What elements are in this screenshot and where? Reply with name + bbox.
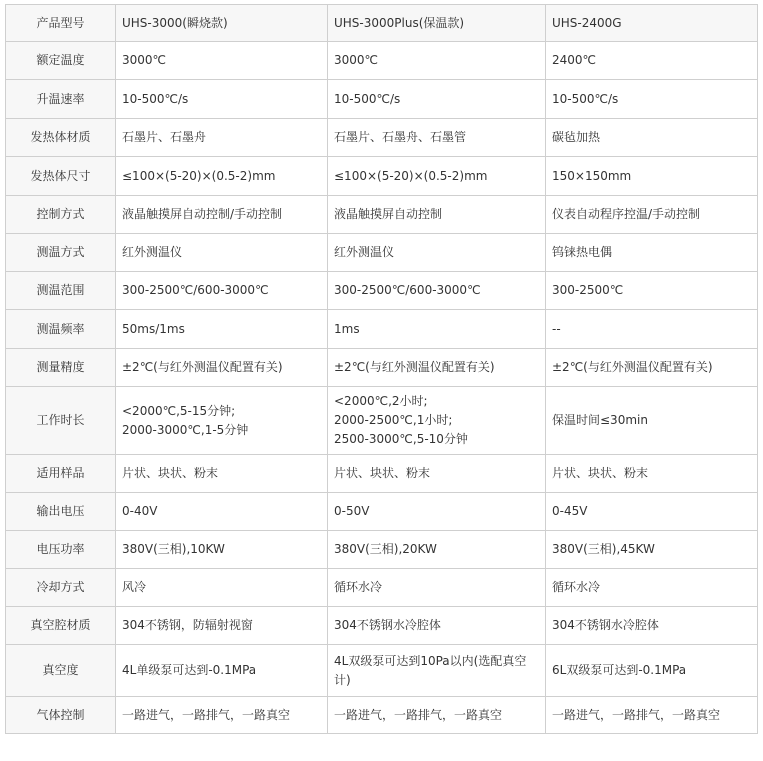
header-row (6, 5, 758, 42)
row-value-model-2: 380V(三相),20KW (328, 531, 546, 569)
row-value-model-3: 150×150mm (546, 157, 758, 196)
row-value-model-1: 液晶触摸屏自动控制/手动控制 (116, 196, 328, 234)
row-value-model-1: 风冷 (116, 569, 328, 607)
row-value-model-2: ±2℃(与红外测温仪配置有关) (328, 349, 546, 387)
table-row (6, 272, 758, 310)
row-value-model-2: 一路进气，一路排气，一路真空 (328, 697, 546, 734)
value-line: 2500-3000℃,5-10分钟 (334, 432, 468, 446)
row-value-model-3: 片状、块状、粉末 (546, 455, 758, 493)
table-row (6, 455, 758, 493)
value-line: 2000-2500℃,1小时; (334, 413, 453, 427)
row-label: 适用样品 (6, 455, 116, 493)
row-label: 测温范围 (6, 272, 116, 310)
header-model-3: UHS-2400G (546, 5, 758, 42)
row-value-model-1: 一路进气，一路排气，一路真空 (116, 697, 328, 734)
row-value-model-3: 仪表自动程序控温/手动控制 (546, 196, 758, 234)
table-row (6, 697, 758, 734)
table-row (6, 119, 758, 157)
row-label: 测温频率 (6, 310, 116, 349)
value-line: <2000℃,5-15分钟; (122, 403, 236, 418)
row-label: 升温速率 (6, 80, 116, 119)
row-value-model-1: 300-2500℃/600-3000℃ (116, 272, 328, 310)
row-value-model-2: 3000℃ (328, 42, 546, 80)
row-value-model-1: 片状、块状、粉末 (116, 455, 328, 493)
row-value-model-1: 304不锈钢，防辐射视窗 (116, 607, 328, 645)
row-value-model-3: 碳毡加热 (546, 119, 758, 157)
row-label: 输出电压 (6, 493, 116, 531)
table-row (6, 493, 758, 531)
row-value-model-1 (116, 387, 328, 455)
row-value-model-3: 2400℃ (546, 42, 758, 80)
row-label: 真空腔材质 (6, 607, 116, 645)
row-value-model-2: 0-50V (328, 493, 546, 531)
table-row (6, 157, 758, 196)
table-row (6, 531, 758, 569)
row-value-model-3: 循环水冷 (546, 569, 758, 607)
row-value-model-2: 石墨片、石墨舟、石墨管 (328, 119, 546, 157)
row-label: 电压功率 (6, 531, 116, 569)
header-model-1: UHS-3000(瞬烧款) (116, 5, 328, 42)
row-label: 气体控制 (6, 697, 116, 734)
row-value-model-2: 1ms (328, 310, 546, 349)
table-row (6, 80, 758, 119)
table-row (6, 196, 758, 234)
row-value-model-2: 循环水冷 (328, 569, 546, 607)
row-value-model-2: 4L双级泵可达到10Pa以内(选配真空计) (328, 645, 546, 697)
row-label: 冷却方式 (6, 569, 116, 607)
row-label: 发热体尺寸 (6, 157, 116, 196)
row-value-model-3: -- (546, 310, 758, 349)
row-value-model-2: 片状、块状、粉末 (328, 455, 546, 493)
row-label: 控制方式 (6, 196, 116, 234)
row-value-model-1: 0-40V (116, 493, 328, 531)
row-value-model-3: ±2℃(与红外测温仪配置有关) (546, 349, 758, 387)
row-value-model-2: 300-2500℃/600-3000℃ (328, 272, 546, 310)
row-value-model-2: 10-500℃/s (328, 80, 546, 119)
row-value-model-2: ≤100×(5-20)×(0.5-2)mm (328, 157, 546, 196)
row-value-model-3: 0-45V (546, 493, 758, 531)
table-row (6, 310, 758, 349)
row-value-model-1: 红外测温仪 (116, 234, 328, 272)
header-model-2: UHS-3000Plus(保温款) (328, 5, 546, 42)
row-value-model-3: 300-2500℃ (546, 272, 758, 310)
table-row (6, 645, 758, 697)
row-value-model-1: 3000℃ (116, 42, 328, 80)
row-value-model-1: ≤100×(5-20)×(0.5-2)mm (116, 157, 328, 196)
row-label: 真空度 (6, 645, 116, 697)
value-line: <2000℃,2小时; (334, 394, 428, 408)
row-value-model-2: 304不锈钢水冷腔体 (328, 607, 546, 645)
row-label: 测温方式 (6, 234, 116, 272)
row-value-model-1: 380V(三相),10KW (116, 531, 328, 569)
table-row (6, 569, 758, 607)
row-value-model-2 (328, 387, 546, 455)
row-value-model-3: 一路进气，一路排气，一路真空 (546, 697, 758, 734)
table-row (6, 42, 758, 80)
row-value-model-3: 6L双级泵可达到-0.1MPa (546, 645, 758, 697)
row-value-model-1: ±2℃(与红外测温仪配置有关) (116, 349, 328, 387)
value-line: 2000-3000℃,1-5分钟 (122, 422, 249, 437)
table-row (6, 387, 758, 455)
row-value-model-3: 304不锈钢水冷腔体 (546, 607, 758, 645)
row-label: 发热体材质 (6, 119, 116, 157)
row-value-model-2: 红外测温仪 (328, 234, 546, 272)
row-value-model-1: 4L单级泵可达到-0.1MPa (116, 645, 328, 697)
table-row (6, 234, 758, 272)
row-value-model-3: 10-500℃/s (546, 80, 758, 119)
row-value-model-3: 钨铼热电偶 (546, 234, 758, 272)
spec-table (5, 4, 758, 734)
header-label: 产品型号 (6, 5, 116, 42)
row-label: 测量精度 (6, 349, 116, 387)
row-value-model-1: 50ms/1ms (116, 310, 328, 349)
table-row (6, 607, 758, 645)
row-value-model-3: 380V(三相),45KW (546, 531, 758, 569)
row-value-model-3: 保温时间≤30min (546, 387, 758, 455)
table-row (6, 349, 758, 387)
row-value-model-1: 石墨片、石墨舟 (116, 119, 328, 157)
row-value-model-2: 液晶触摸屏自动控制 (328, 196, 546, 234)
row-label: 工作时长 (6, 387, 116, 455)
spec-table-body (6, 5, 758, 734)
row-value-model-1: 10-500℃/s (116, 80, 328, 119)
row-label: 额定温度 (6, 42, 116, 80)
